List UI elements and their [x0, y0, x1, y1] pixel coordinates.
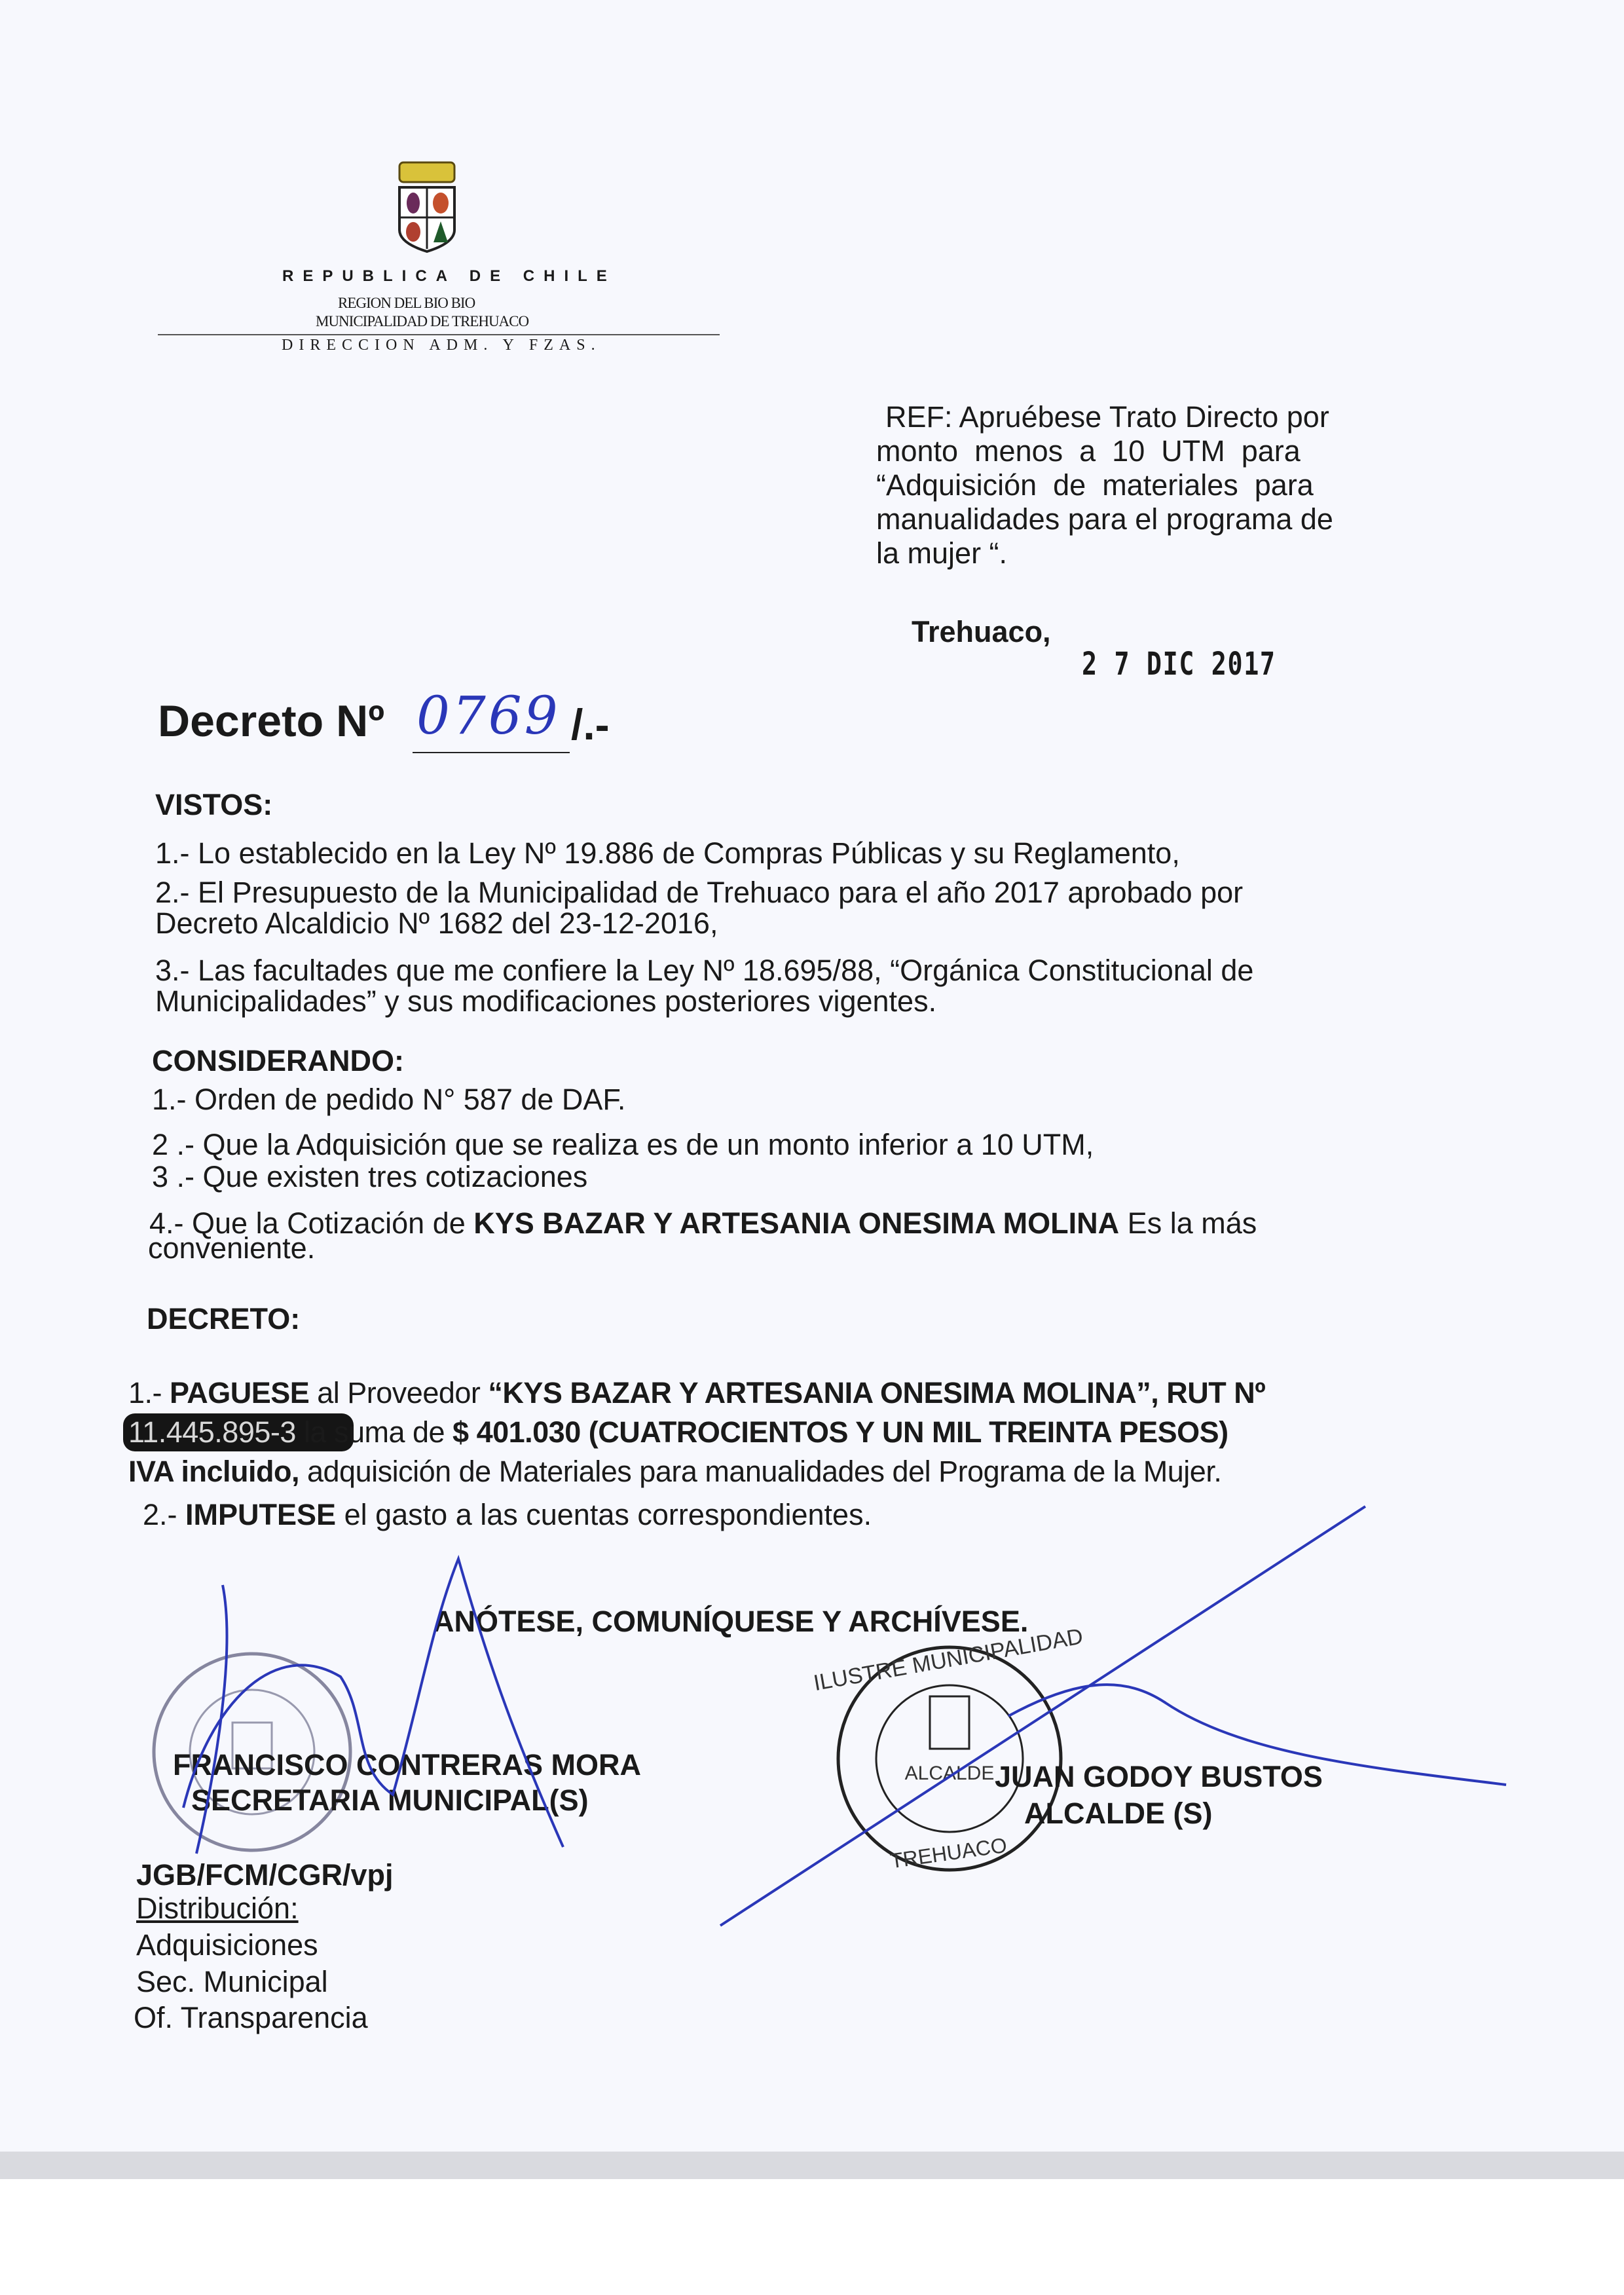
stamp-text: TREHUACO [889, 1833, 1008, 1873]
considerando-line: conveniente. [148, 1231, 316, 1265]
decreto-paragraph-1-line [128, 1417, 1228, 1447]
text: Es la más [1119, 1206, 1257, 1240]
distribution-item: Sec. Municipal [136, 1965, 328, 1998]
considerando-line: 3 .- Que existen tres cotizaciones [152, 1160, 588, 1193]
rut-redacted: 11.445.895-3 [128, 1415, 296, 1449]
decree-number-handwritten: 0769 [416, 685, 561, 746]
iva-label: IVA incluido, [128, 1455, 299, 1488]
header-region: REGION DEL BIO BIO [338, 295, 475, 311]
ref-line: monto menos a 10 UTM para [876, 434, 1301, 468]
considerando-title: CONSIDERANDO: [152, 1044, 405, 1077]
vistos-line: 3.- Las facultades que me confiere la Ley Nº 18.695/88, “Orgánica Constitucional de [155, 954, 1254, 987]
ref-line: manualidades para el programa de [876, 502, 1333, 536]
secretary-title: SECRETARIA MUNICIPAL(S) [191, 1783, 589, 1817]
ref-line: la mujer “. [876, 536, 1008, 570]
mayor-signature [720, 1506, 1506, 1926]
text: suma de [325, 1415, 453, 1449]
stamp-text: ALCALDE [904, 1763, 995, 1784]
header-country: REPUBLICA DE CHILE [282, 267, 616, 285]
considerando-line: 1.- Orden de pedido N° 587 de DAF. [152, 1083, 626, 1116]
ref-line: “Adquisición de materiales para [876, 468, 1314, 502]
text: al Proveedor [309, 1376, 489, 1409]
initials: JGB/FCM/CGR/vpj [136, 1858, 394, 1892]
stamp-text: ILUSTRE MUNICIPALIDAD [811, 1624, 1085, 1696]
considerando-line: 2 .- Que la Adquisición que se realiza es de un monto inferior a 10 UTM, [152, 1128, 1094, 1161]
text: 4.- Que la Cotización de [149, 1206, 474, 1240]
ref-line: REF: Apruébese Trato Directo por [885, 400, 1329, 434]
text: el gasto a las cuentas correspondientes. [336, 1498, 872, 1531]
text: 2.- [143, 1498, 186, 1531]
vendor-name: KYS BAZAR Y ARTESANIA ONESIMA MOLINA [473, 1206, 1120, 1240]
vistos-title: VISTOS: [155, 788, 273, 821]
decree-suffix: /.- [571, 700, 610, 749]
text: 1.- [128, 1376, 170, 1409]
secretary-name: FRANCISCO CONTRERAS MORA [173, 1748, 641, 1782]
closing-formula: ANÓTESE, COMUNÍQUESE Y ARCHÍVESE. [433, 1605, 1029, 1638]
date-stamp: 2 7 DIC 2017 [1082, 646, 1276, 682]
vistos-line: Decreto Alcaldicio Nº 1682 del 23-12-2016, [155, 906, 718, 940]
header-department: DIRECCION ADM. Y FZAS. [282, 337, 601, 354]
secretary-signature [183, 1559, 563, 1854]
mayor-name: JUAN GODOY BUSTOS [995, 1760, 1323, 1793]
scan-margin [0, 2179, 1624, 2295]
verb: IMPUTESE [185, 1498, 337, 1531]
vistos-line: Municipalidades” y sus modificaciones posteriores vigentes. [155, 984, 937, 1018]
verb: PAGUESE [170, 1376, 310, 1409]
decreto-title: DECRETO: [147, 1302, 301, 1335]
vendor: “KYS BAZAR Y ARTESANIA ONESIMA MOLINA”, RUT Nº [488, 1376, 1266, 1409]
scan-edge [0, 2152, 1624, 2179]
decree-label: Decreto Nº [158, 696, 385, 746]
header-municipality: MUNICIPALIDAD DE TREHUACO [316, 313, 529, 329]
distribution-item: Of. Transparencia [134, 2001, 368, 2034]
distribution-label: Distribución: [136, 1892, 299, 1925]
text: adquisición de Materiales para manualidades del Programa de la Mujer. [299, 1455, 1222, 1488]
text: la [295, 1415, 326, 1449]
vistos-line: 2.- El Presupuesto de la Municipalidad de Trehuaco para el año 2017 aprobado por [155, 876, 1244, 909]
place: Trehuaco, [912, 615, 1051, 648]
distribution-item: Adquisiciones [136, 1928, 318, 1962]
amount: $ 401.030 (CUATROCIENTOS Y UN MIL TREINTA PESOS) [452, 1415, 1228, 1449]
vistos-line: 1.- Lo establecido en la Ley Nº 19.886 de Compras Públicas y su Reglamento, [155, 836, 1180, 870]
mayor-title: ALCALDE (S) [1024, 1797, 1213, 1830]
